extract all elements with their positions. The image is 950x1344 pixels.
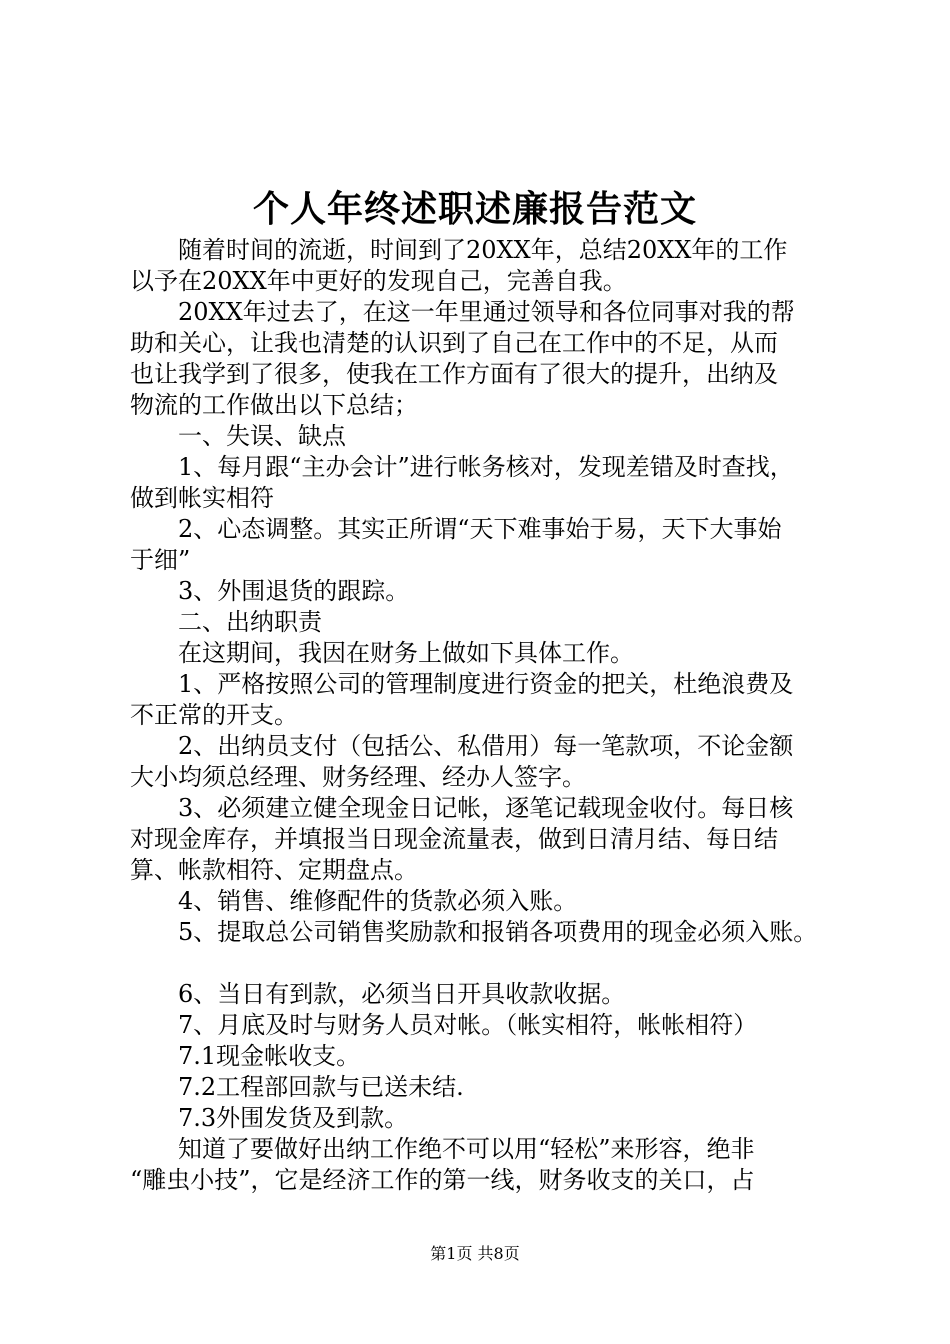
paragraph-line: 1、严格按照公司的管理制度进行资金的把关，杜绝浪费及 (178, 670, 794, 698)
paragraph-line: 在这期间，我因在财务上做如下具体工作。 (178, 639, 634, 667)
paragraph-line: 3、外围退货的跟踪。 (178, 577, 410, 605)
paragraph-line: 助和关心，让我也清楚的认识到了自己在工作中的不足，从而 (130, 329, 778, 357)
paragraph-line: 7.2工程部回款与已送未结. (178, 1073, 464, 1101)
blank-line (130, 948, 860, 979)
paragraph-line: 以予在20XX年中更好的发现自己，完善自我。 (130, 267, 627, 295)
paragraph-line: 对现金库存，并填报当日现金流量表，做到日清月结、每日结 (130, 825, 778, 853)
paragraph-line: 4、销售、维修配件的货款必须入账。 (178, 887, 578, 915)
paragraph-line: 7、月底及时与财务人员对帐。（帐实相符，帐帐相符） (178, 1011, 758, 1039)
paragraph-line: 2、心态调整。其实正所谓“天下难事始于易，天下大事始 (178, 515, 782, 543)
paragraph-line: 于细” (130, 546, 191, 574)
document-title: 个人年终述职述廉报告范文 (252, 188, 697, 230)
paragraph-line: 7.1现金帐收支。 (178, 1042, 361, 1070)
paragraph-line: 2、出纳员支付（包括公、私借用）每一笔款项，不论金额 (178, 732, 794, 760)
paragraph-line: 5、提取总公司销售奖励款和报销各项费用的现金必须入账。 (178, 918, 818, 946)
page-footer: 第1页 共8页 (430, 1244, 520, 1263)
section-heading: 一、失误、缺点 (178, 422, 346, 450)
section-heading: 二、出纳职责 (178, 608, 322, 636)
paragraph-line: 6、当日有到款，必须当日开具收款收据。 (178, 980, 626, 1008)
paragraph-line: 算、帐款相符、定期盘点。 (130, 856, 418, 884)
paragraph-line: 7.3外围发货及到款。 (178, 1104, 409, 1132)
paragraph-line: 随着时间的流逝，时间到了20XX年，总结20XX年的工作 (178, 236, 788, 264)
paragraph-line: 大小均须总经理、财务经理、经办人签字。 (130, 763, 586, 791)
paragraph-line: 3、必须建立健全现金日记帐，逐笔记载现金收付。每日核 (178, 794, 794, 822)
paragraph-line: 知道了要做好出纳工作绝不可以用“轻松”来形容，绝非 (178, 1135, 755, 1163)
paragraph-line: 20XX年过去了，在这一年里通过领导和各位同事对我的帮 (178, 298, 795, 326)
paragraph-line: 不正常的开支。 (130, 701, 298, 729)
paragraph-line: 也让我学到了很多，使我在工作方面有了很大的提升，出纳及 (130, 360, 778, 388)
paragraph-line: “雕虫小技”，它是经济工作的第一线，财务收支的关口，占 (130, 1166, 755, 1194)
paragraph-line: 做到帐实相符 (130, 484, 274, 512)
document-body (130, 235, 860, 1196)
paragraph-line: 1、每月跟“主办会计”进行帐务核对，发现差错及时查找， (178, 453, 794, 481)
paragraph-line: 物流的工作做出以下总结； (130, 391, 418, 419)
